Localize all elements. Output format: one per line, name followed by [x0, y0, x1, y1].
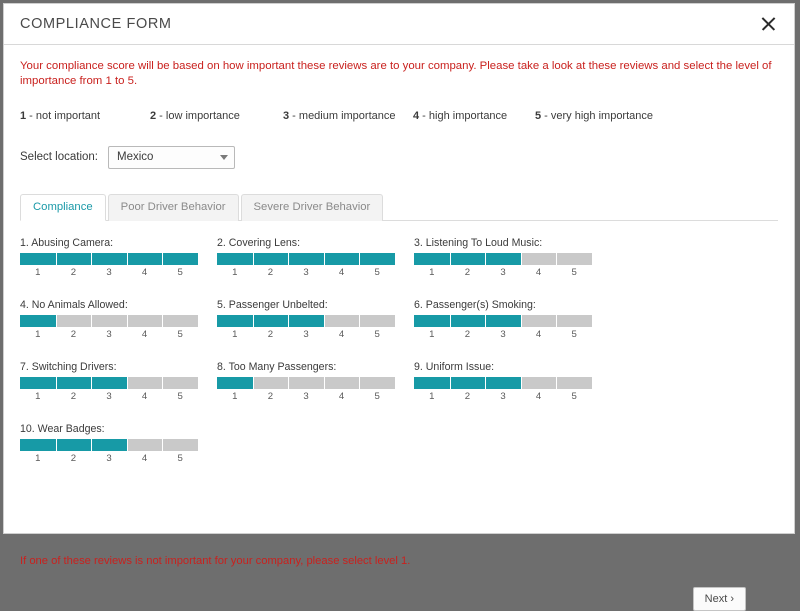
importance-item	[217, 299, 410, 343]
legend-number: 1	[20, 109, 27, 122]
scale-tick-label[interactable]: 1	[232, 390, 238, 402]
scale-tick-label[interactable]: 2	[267, 328, 274, 340]
importance-slider[interactable]	[414, 377, 592, 389]
scale-tick-label[interactable]: 2	[70, 266, 77, 278]
scale-tick-label[interactable]: 5	[374, 266, 380, 278]
legend-item	[413, 110, 535, 122]
importance-slider[interactable]	[20, 253, 198, 265]
scale-tick-label[interactable]: 5	[571, 328, 577, 340]
scale-tick-label[interactable]: 1	[429, 328, 435, 340]
importance-item	[414, 237, 607, 281]
location-select-value: Mexico	[117, 151, 154, 164]
location-row	[20, 146, 778, 169]
next-button[interactable]: Next ›	[693, 587, 746, 611]
importance-slider-ticks	[414, 315, 592, 327]
scale-tick-label[interactable]: 4	[535, 390, 542, 402]
importance-item	[20, 423, 213, 467]
scale-tick-label[interactable]: 2	[464, 328, 471, 340]
importance-slider-ticks	[20, 439, 198, 451]
importance-item	[217, 237, 410, 281]
category-tabs	[20, 193, 778, 221]
importance-item	[20, 237, 213, 281]
importance-item	[414, 361, 607, 405]
legend-number: 4	[413, 109, 420, 122]
importance-slider[interactable]	[414, 315, 592, 327]
scale-tick-label[interactable]: 4	[338, 390, 345, 402]
importance-scale	[20, 391, 198, 405]
chevron-down-icon	[220, 155, 228, 160]
page-title: COMPLIANCE FORM	[20, 16, 172, 32]
legend-label: - very high importance	[541, 109, 654, 122]
close-icon[interactable]	[758, 13, 780, 35]
footer-actions	[20, 587, 778, 611]
scale-tick-label[interactable]: 3	[500, 266, 506, 278]
scale-tick-label[interactable]: 4	[141, 452, 148, 464]
scale-tick-label[interactable]: 5	[177, 266, 183, 278]
importance-slider-ticks	[20, 377, 198, 389]
scale-tick-label[interactable]: 2	[267, 390, 274, 402]
importance-scale	[20, 329, 198, 343]
importance-slider[interactable]	[217, 377, 395, 389]
scale-tick-label[interactable]: 4	[141, 328, 148, 340]
scale-tick-label[interactable]: 2	[70, 452, 77, 464]
importance-item-label: 9. Uniform Issue:	[414, 360, 495, 373]
scale-tick-label[interactable]: 1	[35, 266, 41, 278]
importance-item	[20, 299, 213, 343]
scale-tick-label[interactable]: 5	[177, 390, 183, 402]
dialog-header	[4, 4, 794, 45]
legend-number: 2	[150, 109, 157, 122]
importance-slider-ticks	[217, 253, 395, 265]
importance-scale	[217, 391, 395, 405]
legend-item	[283, 110, 413, 122]
scale-tick-label[interactable]: 5	[571, 390, 577, 402]
importance-scale	[20, 267, 198, 281]
importance-item-label: 10. Wear Badges:	[20, 422, 105, 435]
legend-label: - medium importance	[289, 109, 396, 122]
scale-tick-label[interactable]: 4	[338, 328, 345, 340]
legend-item	[535, 110, 675, 122]
importance-slider-ticks	[20, 315, 198, 327]
tab-severe-driver-behavior[interactable]: Severe Driver Behavior	[241, 194, 384, 221]
instruction-text: Your compliance score will be based on how important these reviews are to your company. Please take a look at these reviews and select the level of importance from 1 to 5.	[20, 60, 772, 88]
scale-tick-label[interactable]: 4	[338, 266, 345, 278]
scale-tick-label[interactable]: 2	[70, 390, 77, 402]
importance-slider-ticks	[217, 315, 395, 327]
importance-items-grid	[20, 237, 778, 485]
legend-item	[20, 110, 150, 122]
scale-tick-label[interactable]: 5	[374, 390, 380, 402]
scale-tick-label[interactable]: 1	[232, 266, 238, 278]
scale-tick-label[interactable]: 4	[535, 266, 542, 278]
importance-item	[20, 361, 213, 405]
scale-tick-label[interactable]: 4	[535, 328, 542, 340]
importance-scale	[414, 329, 592, 343]
scale-tick-label[interactable]: 1	[429, 390, 435, 402]
tab-compliance[interactable]: Compliance	[20, 194, 106, 221]
importance-item-label: 4. No Animals Allowed:	[20, 298, 128, 311]
scale-tick-label[interactable]: 3	[106, 266, 112, 278]
scale-tick-label[interactable]: 4	[141, 390, 148, 402]
scale-tick-label[interactable]: 1	[35, 452, 41, 464]
legend-label: - not important	[26, 109, 101, 122]
scale-tick-label[interactable]: 1	[429, 266, 435, 278]
scale-tick-label[interactable]: 3	[303, 328, 309, 340]
scale-tick-label[interactable]: 5	[177, 452, 183, 464]
scale-tick-label[interactable]: 3	[106, 328, 112, 340]
importance-slider[interactable]	[20, 315, 198, 327]
importance-slider[interactable]	[217, 253, 395, 265]
importance-item-label: 2. Covering Lens:	[217, 236, 301, 249]
importance-slider[interactable]	[217, 315, 395, 327]
legend-number: 5	[535, 109, 542, 122]
scale-tick-label[interactable]: 1	[232, 328, 238, 340]
scale-tick-label[interactable]: 3	[500, 328, 506, 340]
importance-scale	[414, 267, 592, 281]
importance-item-label: 5. Passenger Unbelted:	[217, 298, 328, 311]
legend-number: 3	[283, 109, 290, 122]
footer-note: If one of these reviews is not important for your company, please select level 1.	[20, 554, 411, 567]
importance-item-label: 1. Abusing Camera:	[20, 236, 114, 249]
scale-tick-label[interactable]: 2	[464, 390, 471, 402]
location-select[interactable]	[108, 146, 235, 169]
scale-tick-label[interactable]: 2	[464, 266, 471, 278]
tab-poor-driver-behavior[interactable]: Poor Driver Behavior	[108, 194, 239, 221]
importance-slider-ticks	[20, 253, 198, 265]
scale-tick-label[interactable]: 1	[35, 328, 41, 340]
scale-tick-label[interactable]: 3	[106, 390, 112, 402]
scale-tick-label[interactable]: 3	[303, 390, 309, 402]
importance-scale	[414, 391, 592, 405]
scale-tick-label[interactable]: 2	[70, 328, 77, 340]
scale-tick-label[interactable]: 3	[106, 452, 112, 464]
importance-slider-ticks	[217, 377, 395, 389]
importance-item	[414, 299, 607, 343]
compliance-form-dialog	[3, 3, 795, 605]
importance-slider[interactable]	[414, 253, 592, 265]
dialog-body	[4, 45, 794, 611]
location-label: Select location:	[20, 151, 98, 164]
scale-tick-label[interactable]: 1	[35, 390, 41, 402]
importance-scale	[217, 267, 395, 281]
legend-label: - low importance	[156, 109, 240, 122]
importance-scale	[217, 329, 395, 343]
scale-tick-label[interactable]: 2	[267, 266, 274, 278]
importance-scale	[20, 453, 198, 467]
scale-tick-label[interactable]: 5	[374, 328, 380, 340]
importance-item-label: 7. Switching Drivers:	[20, 360, 117, 373]
legend-label: - high importance	[419, 109, 508, 122]
importance-item	[217, 361, 410, 405]
importance-slider[interactable]	[20, 439, 198, 451]
scale-tick-label[interactable]: 3	[500, 390, 506, 402]
importance-slider[interactable]	[20, 377, 198, 389]
scale-tick-label[interactable]: 4	[141, 266, 148, 278]
scale-tick-label[interactable]: 3	[303, 266, 309, 278]
importance-item-label: 8. Too Many Passengers:	[217, 360, 337, 373]
legend-item	[150, 110, 283, 122]
importance-slider-ticks	[414, 253, 592, 265]
importance-item-label: 3. Listening To Loud Music:	[414, 236, 543, 249]
scale-tick-label[interactable]: 5	[571, 266, 577, 278]
importance-legend	[20, 110, 778, 122]
importance-slider-ticks	[414, 377, 592, 389]
importance-item-label: 6. Passenger(s) Smoking:	[414, 298, 536, 311]
scale-tick-label[interactable]: 5	[177, 328, 183, 340]
